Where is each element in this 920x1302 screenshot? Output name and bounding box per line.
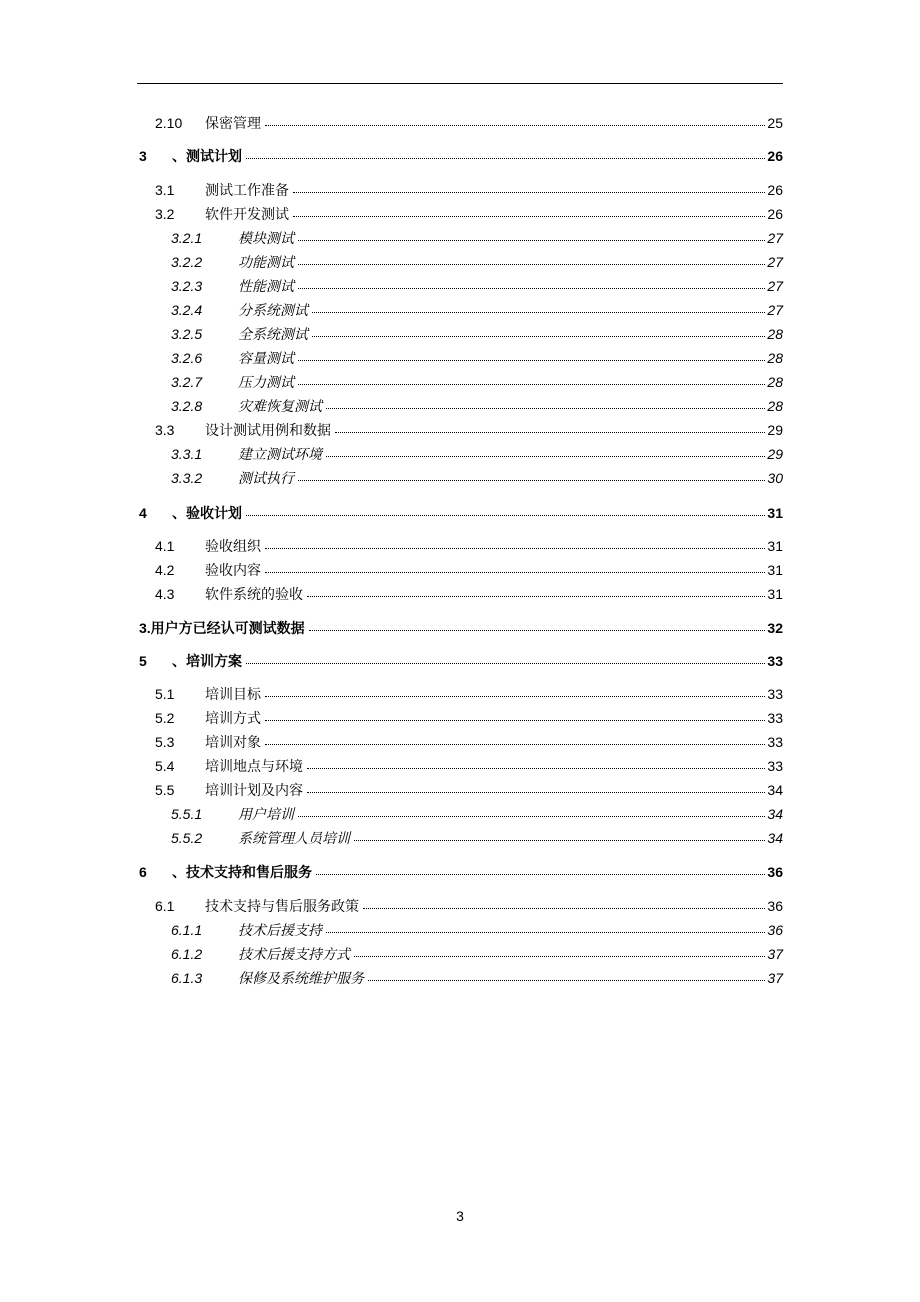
toc-entry-title: 分系统测试	[238, 302, 308, 318]
toc-dot-leader	[326, 408, 765, 409]
toc-entry-number: 4.2	[155, 562, 175, 578]
toc-entry[interactable]	[0, 468, 783, 488]
toc-entry[interactable]	[0, 324, 783, 344]
toc-entry-page: 33	[767, 758, 783, 774]
toc-dot-leader	[298, 384, 765, 385]
toc-dot-leader	[265, 125, 765, 126]
toc-entry-number: 3.2.6	[171, 350, 203, 366]
toc-entry-title: 设计测试用例和数据	[205, 422, 331, 438]
toc-entry[interactable]	[0, 756, 783, 776]
toc-entry-number: 5.2	[155, 710, 175, 726]
toc-entry-number: 3.2.2	[171, 254, 203, 270]
toc-entry-title: 技术支持与售后服务政策	[205, 898, 359, 914]
toc-dot-leader	[246, 515, 765, 516]
toc-entry-page: 34	[767, 782, 783, 798]
toc-entry-page: 28	[767, 350, 783, 366]
toc-entry-title: 测试工作准备	[205, 182, 289, 198]
toc-entry-title: 、验收计划	[172, 505, 242, 521]
toc-dot-leader	[326, 932, 765, 933]
toc-entry-number: 4.3	[155, 586, 175, 602]
toc-entry-title: 软件开发测试	[205, 206, 289, 222]
toc-entry-title: 功能测试	[238, 254, 294, 270]
toc-entry-number: 5.5.2	[171, 830, 203, 846]
toc-entry[interactable]	[0, 536, 783, 556]
toc-entry[interactable]	[0, 651, 783, 671]
toc-entry[interactable]	[0, 276, 783, 296]
toc-dot-leader	[354, 956, 765, 957]
toc-entry-page: 33	[767, 686, 783, 702]
toc-entry-title: 培训方式	[205, 710, 261, 726]
toc-entry-page: 27	[767, 254, 783, 270]
toc-dot-leader	[307, 768, 765, 769]
toc-dot-leader	[326, 456, 765, 457]
toc-entry-title: 压力测试	[238, 374, 294, 390]
toc-entry-number: 3.2.5	[171, 326, 203, 342]
toc-entry-number: 6.1.2	[171, 946, 203, 962]
toc-entry-page: 27	[767, 230, 783, 246]
toc-entry-page: 33	[767, 653, 783, 669]
toc-entry-page: 32	[767, 620, 783, 636]
toc-entry-page: 33	[767, 734, 783, 750]
toc-entry[interactable]	[0, 780, 783, 800]
toc-entry-page: 28	[767, 398, 783, 414]
toc-entry-page: 29	[767, 446, 783, 462]
toc-dot-leader	[265, 744, 765, 745]
toc-entry-number: 3.2.8	[171, 398, 203, 414]
toc-entry-number: 6.1	[155, 898, 175, 914]
toc-entry-number: 3.1	[155, 182, 175, 198]
toc-entry-number: 3	[139, 148, 147, 164]
toc-entry-title: 软件系统的验收	[205, 586, 303, 602]
toc-entry-page: 31	[767, 562, 783, 578]
toc-entry[interactable]	[0, 862, 783, 882]
toc-entry[interactable]	[0, 444, 783, 464]
toc-entry[interactable]	[0, 146, 783, 166]
toc-entry-page: 28	[767, 326, 783, 342]
toc-entry-page: 31	[767, 586, 783, 602]
toc-entry-number: 5.1	[155, 686, 175, 702]
toc-entry[interactable]	[0, 804, 783, 824]
toc-entry-number: 3.2.7	[171, 374, 203, 390]
toc-entry[interactable]	[0, 560, 783, 580]
toc-entry-number: 4.1	[155, 538, 175, 554]
toc-entry[interactable]	[0, 348, 783, 368]
toc-entry[interactable]	[0, 204, 783, 224]
toc-entry-title: 保修及系统维护服务	[238, 970, 364, 986]
toc-entry-title: 建立测试环境	[238, 446, 322, 462]
toc-dot-leader	[298, 288, 765, 289]
toc-dot-leader	[307, 596, 765, 597]
toc-entry-page: 31	[767, 538, 783, 554]
toc-entry-page: 29	[767, 422, 783, 438]
toc-entry-page: 34	[767, 806, 783, 822]
toc-entry-title: 验收组织	[205, 538, 261, 554]
toc-entry-title: 容量测试	[238, 350, 294, 366]
toc-entry-number: 3.3.1	[171, 446, 203, 462]
toc-dot-leader	[298, 360, 765, 361]
toc-entry-number: 5	[139, 653, 147, 669]
toc-entry[interactable]	[0, 828, 783, 848]
toc-entry-number: 3.2.1	[171, 230, 203, 246]
toc-entry[interactable]	[0, 503, 783, 523]
toc-entry[interactable]	[0, 896, 783, 916]
toc-entry-number: 3.2.4	[171, 302, 203, 318]
toc-entry-title: 培训地点与环境	[205, 758, 303, 774]
toc-entry-number: 2.10	[155, 115, 183, 131]
toc-dot-leader	[265, 696, 765, 697]
toc-entry-number: 6.1.1	[171, 922, 203, 938]
toc-entry[interactable]	[0, 372, 783, 392]
toc-entry-page: 33	[767, 710, 783, 726]
toc-entry[interactable]	[0, 920, 783, 940]
toc-entry-page: 27	[767, 278, 783, 294]
toc-entry-page: 36	[767, 864, 783, 880]
toc-entry[interactable]	[0, 420, 783, 440]
toc-entry-number: 3.3	[155, 422, 175, 438]
toc-entry[interactable]	[0, 732, 783, 752]
toc-entry-number: 3.2	[155, 206, 175, 222]
toc-dot-leader	[246, 663, 765, 664]
toc-entry-title: 培训目标	[205, 686, 261, 702]
toc-dot-leader	[309, 630, 765, 631]
toc-entry-page: 34	[767, 830, 783, 846]
toc-dot-leader	[246, 158, 765, 159]
toc-entry-number: 5.3	[155, 734, 175, 750]
toc-entry-title: 模块测试	[238, 230, 294, 246]
toc-entry-title: 灾难恢复测试	[238, 398, 322, 414]
toc-dot-leader	[265, 548, 765, 549]
toc-entry[interactable]	[0, 252, 783, 272]
toc-dot-leader	[354, 840, 765, 841]
toc-entry-page: 27	[767, 302, 783, 318]
toc-entry-title: 技术后援支持	[238, 922, 322, 938]
toc-entry-title: 培训计划及内容	[205, 782, 303, 798]
toc-entry[interactable]	[0, 944, 783, 964]
toc-entry-title: 技术后援支持方式	[238, 946, 350, 962]
toc-dot-leader	[265, 572, 765, 573]
toc-entry-title: 测试执行	[238, 470, 294, 486]
toc-dot-leader	[293, 192, 765, 193]
toc-entry-page: 37	[767, 946, 783, 962]
toc-dot-leader	[298, 816, 765, 817]
toc-entry-number: 6	[139, 864, 147, 880]
toc-entry[interactable]	[0, 968, 783, 988]
toc-entry[interactable]	[0, 396, 783, 416]
toc-entry[interactable]	[0, 708, 783, 728]
toc-dot-leader	[363, 908, 765, 909]
toc-entry-title: 3.用户方已经认可测试数据	[139, 620, 305, 636]
toc-entry-title: 培训对象	[205, 734, 261, 750]
toc-entry-number: 6.1.3	[171, 970, 203, 986]
toc-entry-page: 30	[767, 470, 783, 486]
toc-entry-title: 、测试计划	[172, 148, 242, 164]
toc-entry-number: 5.5.1	[171, 806, 203, 822]
toc-dot-leader	[312, 312, 765, 313]
toc-entry[interactable]	[0, 618, 783, 638]
toc-dot-leader	[368, 980, 765, 981]
page-number: 3	[456, 1208, 464, 1224]
toc-dot-leader	[298, 264, 765, 265]
toc-entry-title: 系统管理人员培训	[238, 830, 350, 846]
toc-entry-page: 31	[767, 505, 783, 521]
toc-dot-leader	[265, 720, 765, 721]
toc-entry[interactable]	[0, 228, 783, 248]
toc-entry-title: 保密管理	[205, 115, 261, 131]
toc-entry[interactable]	[0, 180, 783, 200]
toc-entry-number: 5.5	[155, 782, 175, 798]
toc-entry[interactable]	[0, 584, 783, 604]
toc-entry[interactable]	[0, 300, 783, 320]
toc-entry-page: 25	[767, 115, 783, 131]
toc-entry-title: 、培训方案	[172, 653, 242, 669]
toc-dot-leader	[293, 216, 765, 217]
toc-entry-page: 26	[767, 148, 783, 164]
toc-entry-number: 4	[139, 505, 147, 521]
toc-dot-leader	[298, 480, 765, 481]
toc-dot-leader	[312, 336, 765, 337]
toc-entry-page: 36	[767, 898, 783, 914]
toc-entry-number: 3.3.2	[171, 470, 203, 486]
toc-dot-leader	[298, 240, 765, 241]
toc-entry-page: 36	[767, 922, 783, 938]
toc-entry-title: 用户培训	[238, 806, 294, 822]
toc-dot-leader	[335, 432, 765, 433]
toc-entry-title: 验收内容	[205, 562, 261, 578]
toc-entry-title: 、技术支持和售后服务	[172, 864, 312, 880]
toc-entry-title: 全系统测试	[238, 326, 308, 342]
toc-dot-leader	[307, 792, 765, 793]
toc-entry[interactable]	[0, 113, 783, 133]
toc-entry-page: 26	[767, 206, 783, 222]
toc-entry[interactable]	[0, 684, 783, 704]
toc-entry-number: 3.2.3	[171, 278, 203, 294]
toc-entry-title: 性能测试	[238, 278, 294, 294]
toc-entry-page: 37	[767, 970, 783, 986]
toc-entry-number: 5.4	[155, 758, 175, 774]
toc-entry-page: 28	[767, 374, 783, 390]
toc-entry-page: 26	[767, 182, 783, 198]
toc-dot-leader	[316, 874, 765, 875]
